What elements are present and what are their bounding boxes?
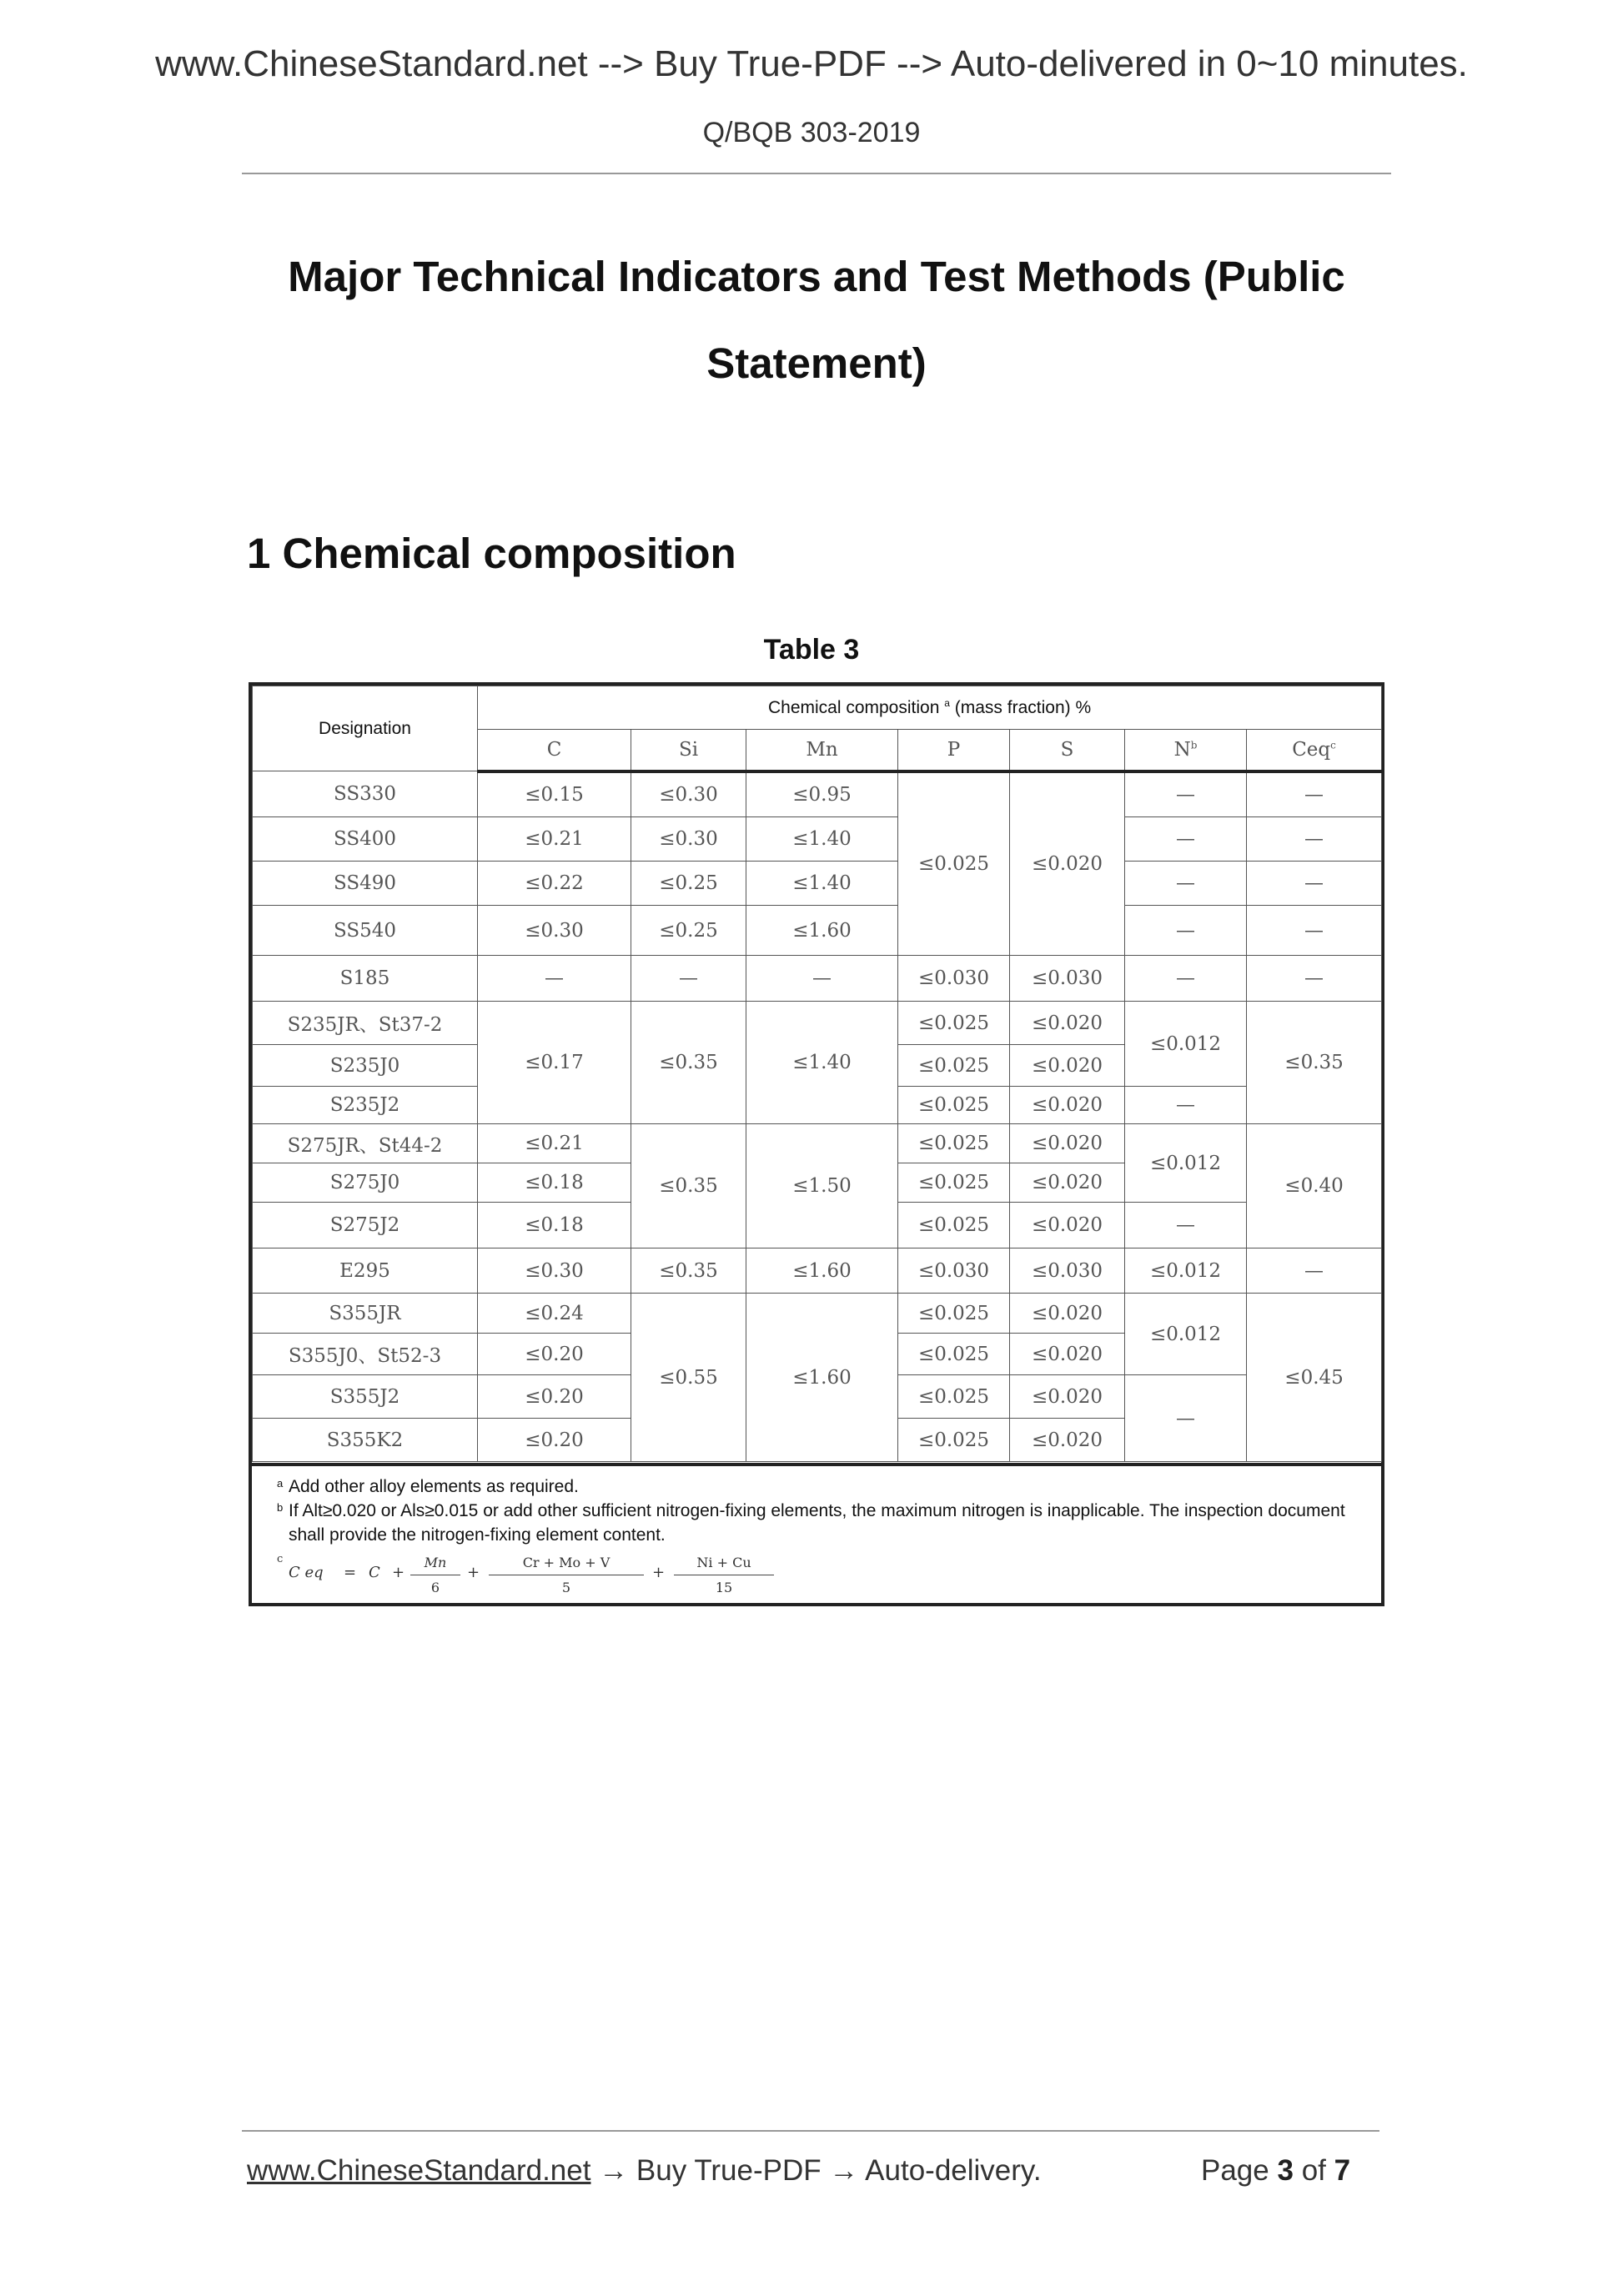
table-row	[253, 1124, 1382, 1163]
column-header-n: $N^b$	[1125, 730, 1247, 771]
designation-cell: S275JR、St44-2	[253, 1124, 478, 1163]
mn-cell: ≤1.60	[746, 1248, 898, 1294]
s-cell: ≤0.030	[1010, 1248, 1125, 1294]
n-cell: ≤0.012	[1125, 1248, 1247, 1294]
designation-cell: S235J2	[253, 1087, 478, 1124]
c-cell: ≤0.20	[478, 1375, 631, 1419]
p-cell: ≤0.025	[898, 1045, 1010, 1087]
c-cell: ≤0.20	[478, 1419, 631, 1462]
column-header-si: Si	[631, 730, 746, 771]
designation-cell: S185	[253, 956, 478, 1002]
c-cell: ≤0.17	[478, 1002, 631, 1124]
ceq-cell: —	[1247, 817, 1382, 862]
mn-cell: ≤1.50	[746, 1124, 898, 1248]
n-cell: —	[1125, 906, 1247, 956]
mn-cell: ≤1.60	[746, 906, 898, 956]
c-cell: ≤0.20	[478, 1334, 631, 1375]
ceq-cell: —	[1247, 906, 1382, 956]
ceq-cell: —	[1247, 956, 1382, 1002]
chemical-composition-table	[252, 686, 1382, 1462]
n-cell: —	[1125, 1087, 1247, 1124]
designation-cell: E295	[253, 1248, 478, 1294]
table-row	[253, 817, 1382, 862]
ceq-cell: ≤0.45	[1247, 1294, 1382, 1462]
column-header-ceq: Ceq$^c$	[1247, 730, 1382, 771]
p-cell: ≤0.025	[898, 1203, 1010, 1248]
p-cell: ≤0.030	[898, 956, 1010, 1002]
c-cell: —	[478, 956, 631, 1002]
footer-promo: www.ChineseStandard.net → Buy True-PDF → Auto-delivery.	[247, 2154, 1042, 2187]
n-cell: ≤0.012	[1125, 1002, 1247, 1087]
table-row	[253, 1248, 1382, 1294]
c-cell: ≤0.22	[478, 862, 631, 906]
table-caption: Table 3	[763, 634, 860, 666]
p-cell: ≤0.025	[898, 1419, 1010, 1462]
c-cell: ≤0.18	[478, 1163, 631, 1203]
p-cell: ≤0.025	[898, 1294, 1010, 1334]
s-cell: ≤0.020	[1010, 1002, 1125, 1045]
n-cell: —	[1125, 817, 1247, 862]
table-row	[253, 906, 1382, 956]
p-cell: ≤0.025	[898, 1087, 1010, 1124]
designation-cell: S355JR	[253, 1294, 478, 1334]
designation-cell: S275J0	[253, 1163, 478, 1203]
designation-cell: SS540	[253, 906, 478, 956]
footer-divider	[242, 2130, 1379, 2132]
document-number: Q/BQB 303-2019	[702, 117, 921, 148]
footer-link[interactable]: www.ChineseStandard.net	[247, 2154, 591, 2187]
s-cell: ≤0.020	[1010, 1334, 1125, 1375]
p-cell: ≤0.025	[898, 1375, 1010, 1419]
n-cell: ≤0.012	[1125, 1294, 1247, 1375]
mn-cell: ≤1.40	[746, 817, 898, 862]
mn-cell: ≤1.40	[746, 1002, 898, 1124]
si-cell: ≤0.30	[631, 817, 746, 862]
designation-cell: S235JR、St37-2	[253, 1002, 478, 1045]
page-current: 3	[1277, 2154, 1294, 2187]
column-header-mn: Mn	[746, 730, 898, 771]
table-row	[253, 1294, 1382, 1334]
p-cell: ≤0.025	[898, 1163, 1010, 1203]
designation-cell: SS490	[253, 862, 478, 906]
si-cell: ≤0.25	[631, 862, 746, 906]
designation-cell: SS330	[253, 771, 478, 817]
si-cell: —	[631, 956, 746, 1002]
designation-header: Designation	[253, 686, 478, 771]
s-cell: ≤0.020	[1010, 1294, 1125, 1334]
designation-cell: S355J0、St52-3	[253, 1334, 478, 1375]
page-title: Major Technical Indicators and Test Methods (Public Statement)	[288, 253, 1345, 387]
designation-cell: S235J0	[253, 1045, 478, 1087]
column-header-p: P	[898, 730, 1010, 771]
table-row	[253, 956, 1382, 1002]
s-cell: ≤0.020	[1010, 1163, 1125, 1203]
chemical-composition-table-frame	[249, 682, 1384, 1606]
c-cell: ≤0.21	[478, 1124, 631, 1163]
si-cell: ≤0.35	[631, 1124, 746, 1248]
header-divider	[242, 173, 1391, 174]
c-cell: ≤0.30	[478, 906, 631, 956]
si-cell: ≤0.30	[631, 771, 746, 817]
s-cell: ≤0.020	[1010, 771, 1125, 956]
n-cell: —	[1125, 862, 1247, 906]
chemical-composition-header: Chemical composition $^a$ (mass fraction) %	[478, 686, 1382, 730]
designation-cell: S275J2	[253, 1203, 478, 1248]
footnote-c-formula: c C eq = C + $\frac{Mn}{6}$ + $\frac{Cr + Mo + V}{5}$ + $\frac{Ni + Cu}{15}$	[289, 1550, 1369, 1592]
page-indicator: Page 3 of 7	[1201, 2154, 1351, 2187]
si-cell: ≤0.25	[631, 906, 746, 956]
footnote-a: a Add other alloy elements as required.	[277, 1477, 579, 1496]
mn-cell: ≤1.60	[746, 1294, 898, 1462]
n-cell: —	[1125, 771, 1247, 817]
s-cell: ≤0.020	[1010, 1375, 1125, 1419]
mn-cell: ≤0.95	[746, 771, 898, 817]
footnote-b: b If Alt≥0.020 or Als≥0.015 or add other sufficient nitrogen-fixing elements, the maximum nitrogen is inapplicable. The inspection document shall provide the nitrogen-fixing element content.	[277, 1501, 1345, 1545]
table-row	[253, 1002, 1382, 1045]
s-cell: ≤0.030	[1010, 956, 1125, 1002]
s-cell: ≤0.020	[1010, 1124, 1125, 1163]
table-row	[253, 771, 1382, 817]
designation-cell: S355J2	[253, 1375, 478, 1419]
p-cell: ≤0.030	[898, 1248, 1010, 1294]
designation-cell: SS400	[253, 817, 478, 862]
p-cell: ≤0.025	[898, 1002, 1010, 1045]
table-row	[253, 862, 1382, 906]
page-total: 7	[1334, 2154, 1351, 2187]
ceq-cell: —	[1247, 1248, 1382, 1294]
designation-cell: S355K2	[253, 1419, 478, 1462]
ceq-cell: ≤0.40	[1247, 1124, 1382, 1248]
n-cell: —	[1125, 956, 1247, 1002]
s-cell: ≤0.020	[1010, 1419, 1125, 1462]
si-cell: ≤0.55	[631, 1294, 746, 1462]
si-cell: ≤0.35	[631, 1002, 746, 1124]
n-cell: —	[1125, 1203, 1247, 1248]
n-cell: ≤0.012	[1125, 1124, 1247, 1203]
c-cell: ≤0.15	[478, 771, 631, 817]
ceq-cell: —	[1247, 862, 1382, 906]
section-heading: 1 Chemical composition	[247, 530, 736, 577]
ceq-cell: ≤0.35	[1247, 1002, 1382, 1124]
n-cell: —	[1125, 1375, 1247, 1462]
mn-cell: —	[746, 956, 898, 1002]
p-cell: ≤0.025	[898, 771, 1010, 956]
c-cell: ≤0.24	[478, 1294, 631, 1334]
s-cell: ≤0.020	[1010, 1087, 1125, 1124]
column-header-s: S	[1010, 730, 1125, 771]
table-footnotes	[252, 1463, 1381, 1603]
column-header-c: C	[478, 730, 631, 771]
p-cell: ≤0.025	[898, 1334, 1010, 1375]
c-cell: ≤0.30	[478, 1248, 631, 1294]
top-banner: www.ChineseStandard.net --> Buy True-PDF --> Auto-delivered in 0~10 minutes.	[155, 43, 1468, 84]
ceq-cell: —	[1247, 771, 1382, 817]
si-cell: ≤0.35	[631, 1248, 746, 1294]
p-cell: ≤0.025	[898, 1124, 1010, 1163]
s-cell: ≤0.020	[1010, 1045, 1125, 1087]
mn-cell: ≤1.40	[746, 862, 898, 906]
c-cell: ≤0.18	[478, 1203, 631, 1248]
s-cell: ≤0.020	[1010, 1203, 1125, 1248]
c-cell: ≤0.21	[478, 817, 631, 862]
